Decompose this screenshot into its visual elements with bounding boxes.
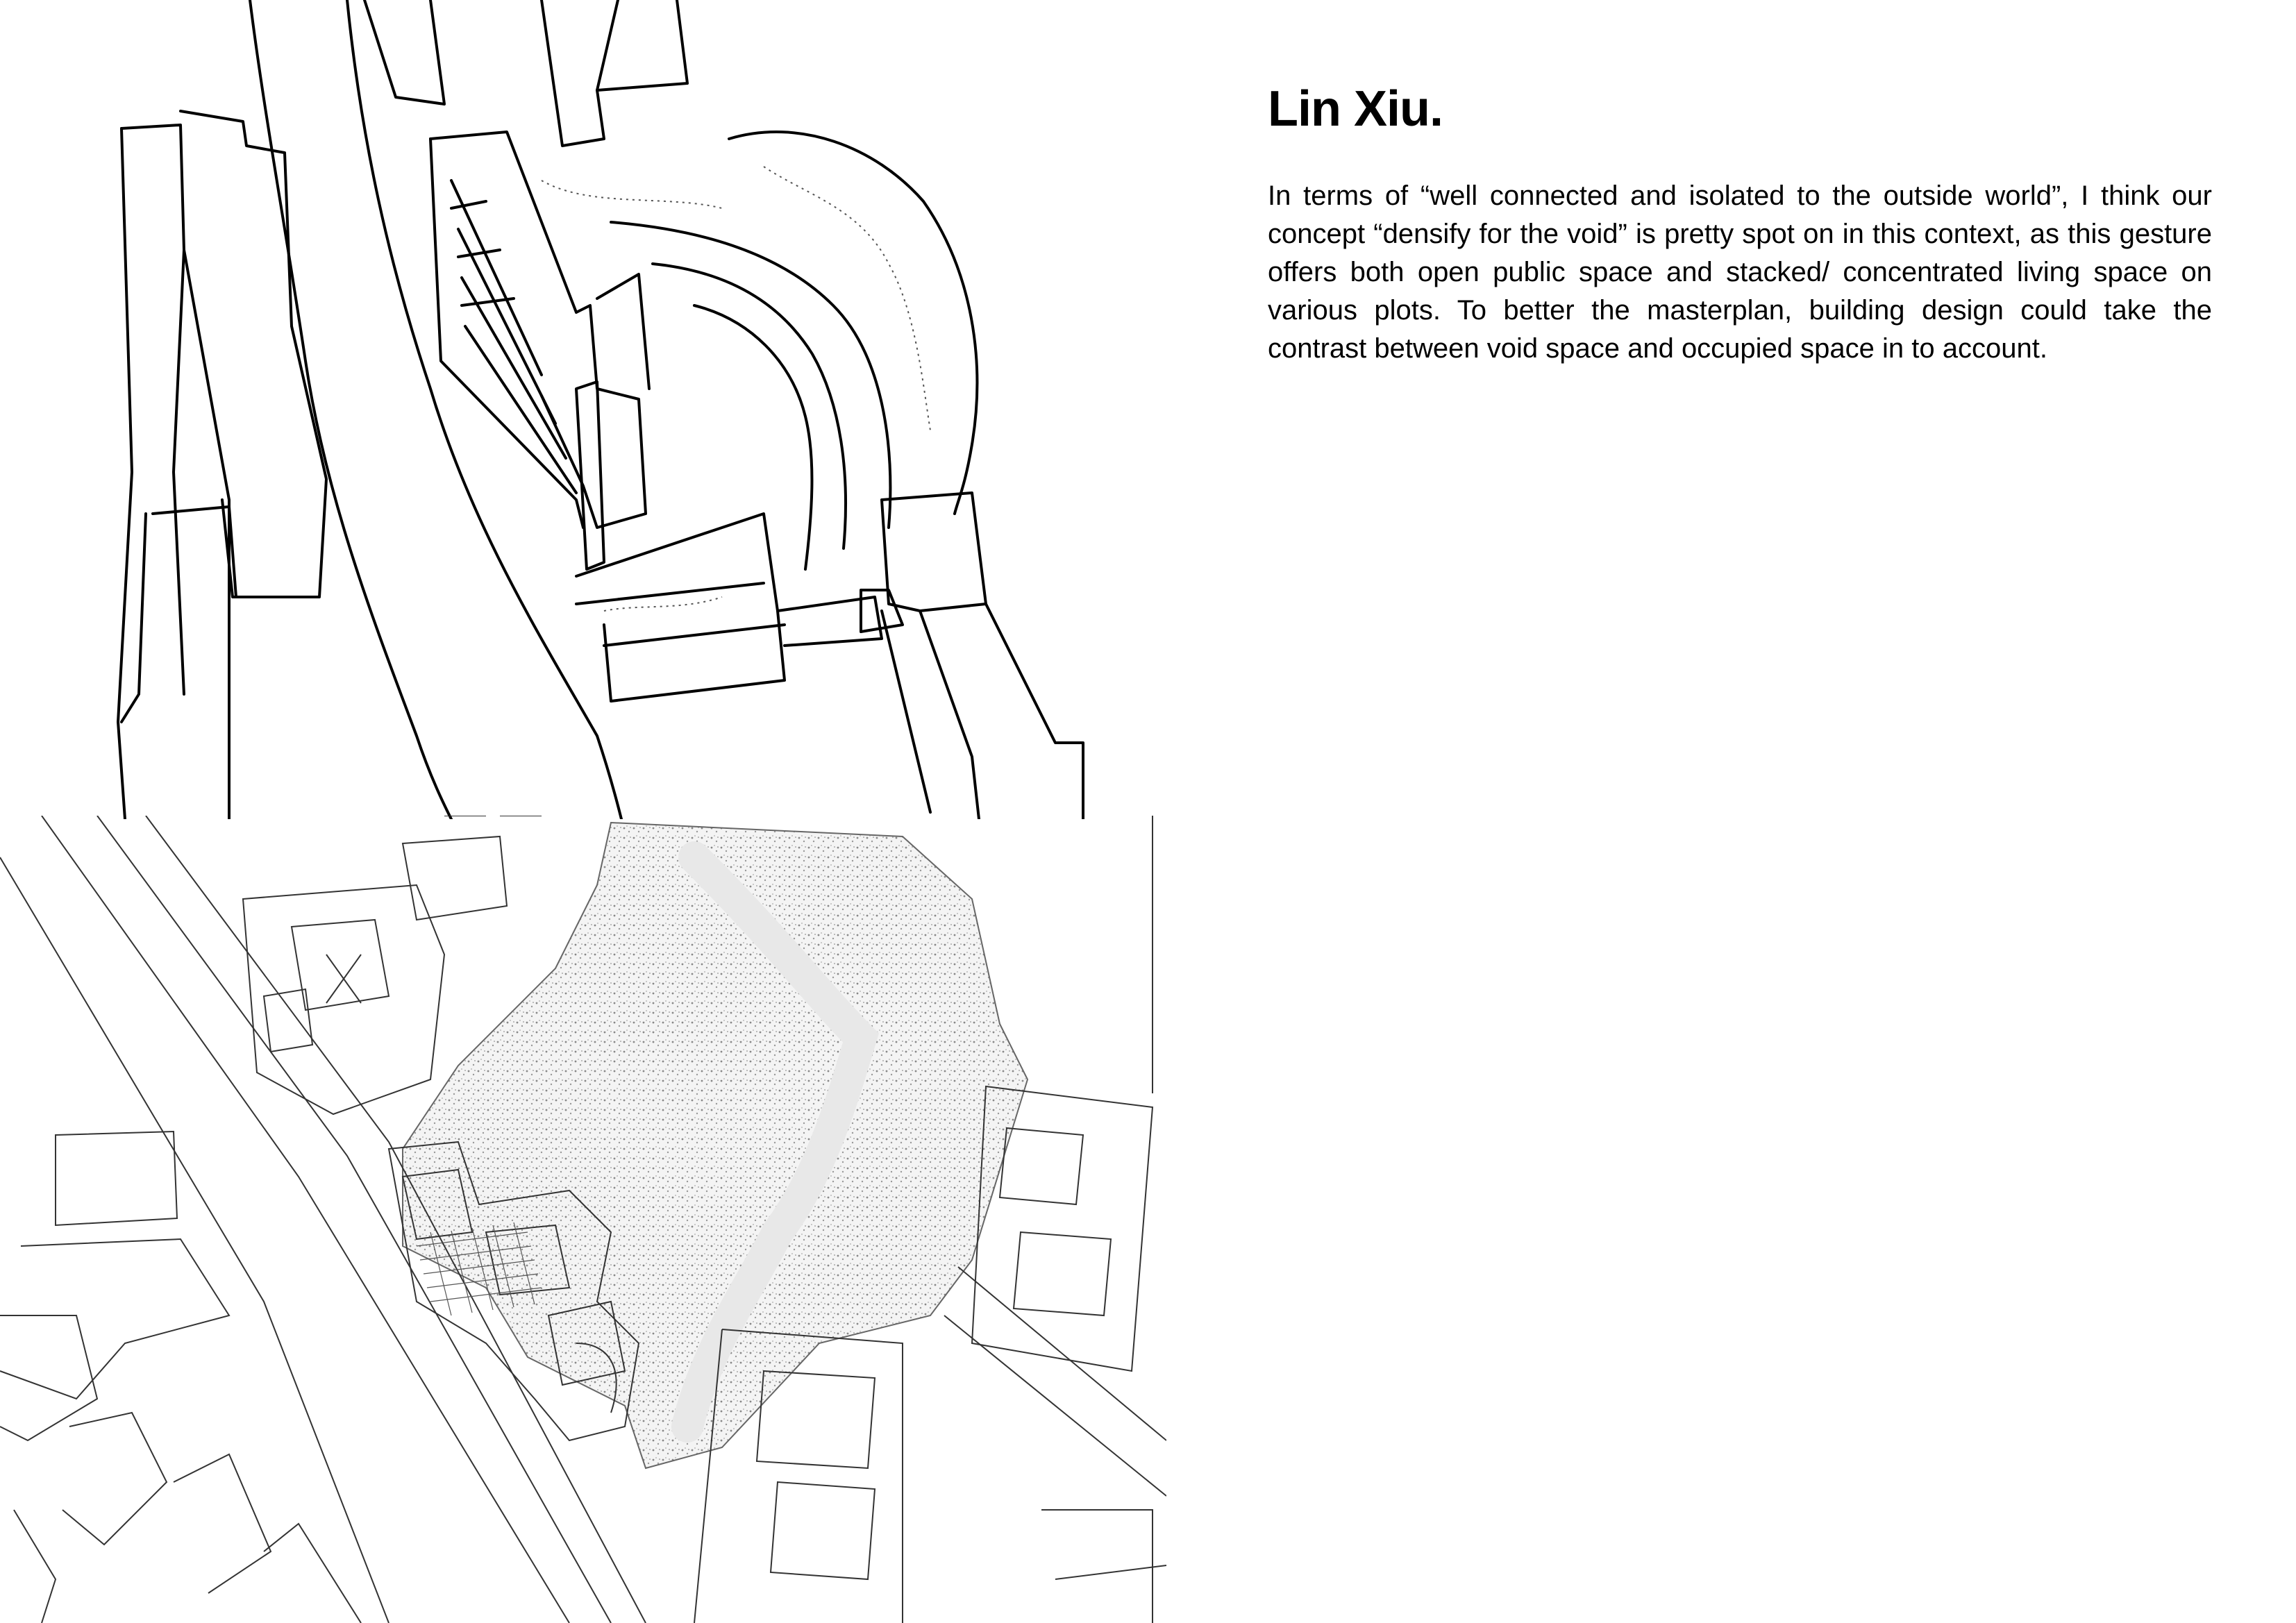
axonometric-sketch [0, 0, 1097, 819]
statement-panel [1268, 82, 2212, 368]
statement-paragraph: In terms of “well connected and isolated to the outside world”, I think our concept “densify for the void” is pretty spot on in this context, as this gesture offers both open public space and stacked/ concentrated living space on various plots. To better the masterplan, building design could take the contrast between void space and occupied space in to account. [1268, 180, 2212, 364]
author-name: Lin Xiu. [1268, 81, 1443, 137]
site-plan-drawing [0, 816, 1166, 1623]
